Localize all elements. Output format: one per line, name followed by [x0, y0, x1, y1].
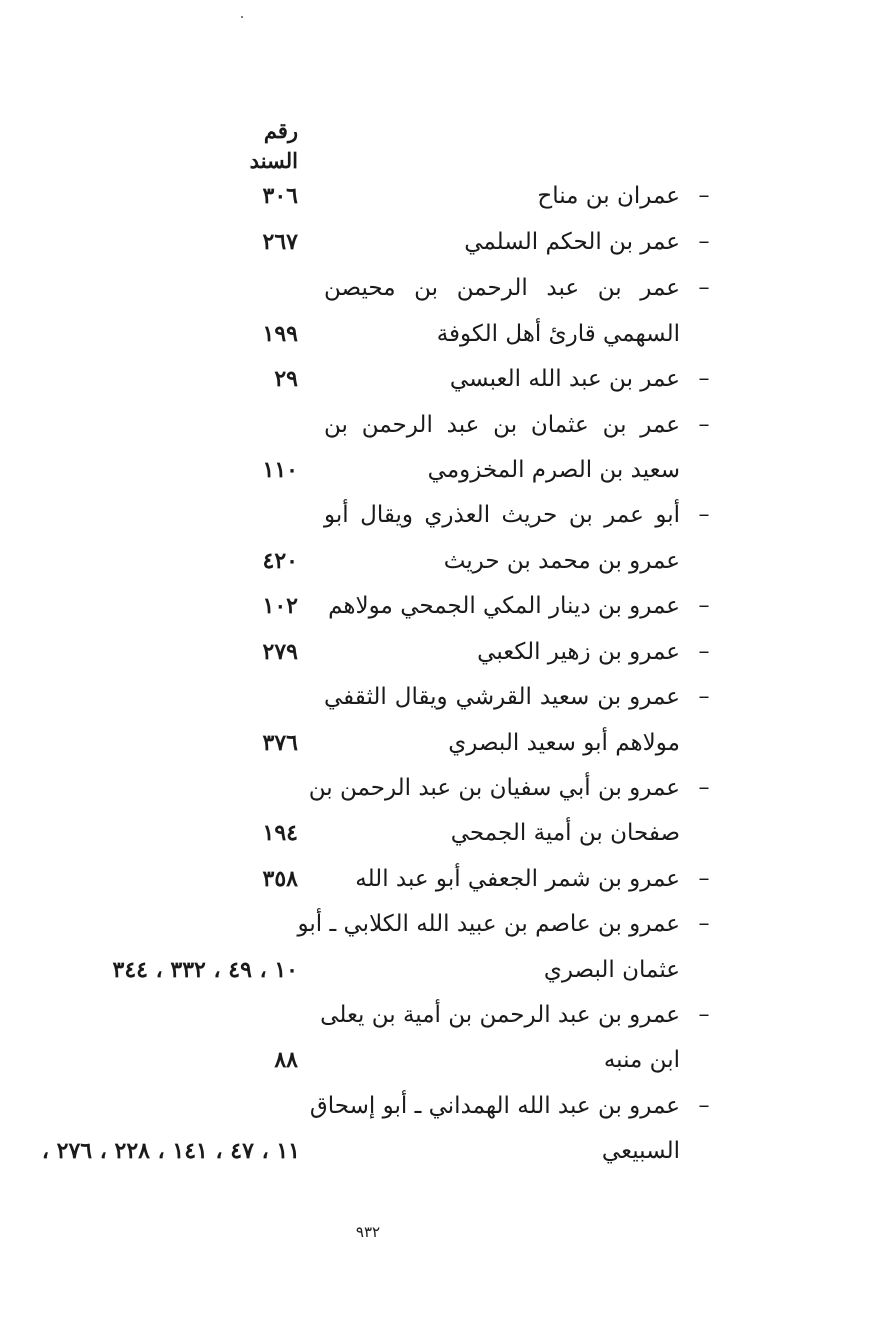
index-line	[0, 495, 876, 535]
narrator-name: عمرو بن زهير الكعبي	[477, 639, 680, 665]
entry-dash: –	[698, 275, 710, 300]
narrator-name: عمرو بن محمد بن حريث	[443, 548, 680, 574]
index-line	[0, 632, 876, 672]
narrator-name: عمر بن عبد الله العبسي	[449, 366, 680, 392]
reference-numbers: ١١٠	[262, 457, 298, 483]
index-line	[0, 950, 876, 990]
narrator-name: سعيد بن الصرم المخزومي	[427, 457, 680, 483]
index-line	[0, 314, 876, 354]
narrator-name: عمر بن الحكم السلمي	[464, 229, 680, 255]
entry-dash: –	[698, 412, 710, 437]
index-line	[0, 859, 876, 899]
entry-dash: –	[698, 366, 710, 391]
entry-dash: –	[698, 866, 710, 891]
index-line	[0, 995, 876, 1035]
entry-dash: –	[698, 684, 710, 709]
narrator-name: عمرو بن دينار المكي الجمحي مولاهم	[328, 593, 680, 619]
index-line	[0, 405, 876, 445]
index-line	[0, 176, 876, 216]
scan-speck	[241, 16, 243, 18]
reference-numbers: ١١ ، ٤٧ ، ١٤١ ، ٢٢٨ ، ٢٧٦ ،	[41, 1138, 300, 1164]
reference-numbers: ٣٥٨	[262, 866, 298, 892]
reference-numbers: ١٩٤	[262, 820, 298, 846]
reference-numbers: ١٩٩	[262, 321, 298, 347]
narrator-name: عمران بن مناح	[537, 183, 680, 209]
reference-numbers: ١٠ ، ٤٩ ، ٣٣٢ ، ٣٤٤	[112, 957, 298, 983]
entry-dash: –	[698, 639, 710, 664]
narrator-name: مولاهم أبو سعيد البصري	[448, 730, 680, 756]
index-line	[0, 586, 876, 626]
narrator-name: عمرو بن سعيد القرشي ويقال الثقفي	[324, 684, 680, 710]
narrator-name: عمرو بن أبي سفيان بن عبد الرحمن بن	[308, 775, 680, 801]
index-line	[0, 268, 876, 308]
narrator-name: عمر بن عثمان بن عبد الرحمن بن	[324, 412, 680, 438]
entry-dash: –	[698, 502, 710, 527]
index-line	[0, 450, 876, 490]
index-line	[0, 1040, 876, 1080]
narrator-name: عمرو بن عبد الرحمن بن أمية بن يعلى	[320, 1002, 680, 1028]
entry-dash: –	[698, 183, 710, 208]
index-line	[0, 723, 876, 763]
index-line	[0, 1131, 876, 1171]
reference-numbers: ٨٨	[274, 1047, 298, 1073]
narrator-name: عثمان البصري	[543, 957, 680, 983]
entry-dash: –	[698, 775, 710, 800]
narrator-name: السهمي قارئ أهل الكوفة	[436, 321, 680, 347]
index-line	[0, 813, 876, 853]
entry-dash: –	[698, 229, 710, 254]
narrator-name: صفحان بن أمية الجمحي	[450, 820, 680, 846]
reference-numbers: ٢٧٩	[262, 639, 298, 665]
entry-dash: –	[698, 1002, 710, 1027]
index-line	[0, 359, 876, 399]
index-line	[0, 541, 876, 581]
narrator-name: ابن منبه	[603, 1047, 680, 1073]
narrator-name: السبيعي	[601, 1138, 680, 1164]
entry-dash: –	[698, 911, 710, 936]
index-line	[0, 768, 876, 808]
index-line	[0, 222, 876, 262]
reference-numbers: ١٠٢	[262, 593, 298, 619]
page-number: ٩٣٢	[355, 1223, 381, 1241]
entry-dash: –	[698, 593, 710, 618]
index-line	[0, 677, 876, 717]
narrator-name: عمرو بن عبد الله الهمداني ـ أبو إسحاق	[309, 1093, 680, 1119]
narrator-name: عمرو بن شمر الجعفي أبو عبد الله	[355, 866, 680, 892]
narrator-name: أبو عمر بن حريث العذري ويقال أبو	[324, 502, 680, 528]
entry-dash: –	[698, 1093, 710, 1118]
reference-column-header: رقم السند	[249, 118, 298, 173]
index-line	[0, 1086, 876, 1126]
reference-numbers: ٣٠٦	[262, 183, 298, 209]
narrator-name: عمر بن عبد الرحمن بن محيصن	[324, 275, 680, 301]
reference-numbers: ٤٢٠	[262, 548, 298, 574]
narrator-name: عمرو بن عاصم بن عبيد الله الكلابي ـ أبو	[297, 911, 680, 937]
reference-numbers: ٣٧٦	[262, 730, 298, 756]
reference-numbers: ٢٦٧	[262, 229, 298, 255]
index-line	[0, 904, 876, 944]
reference-numbers: ٢٩	[274, 366, 298, 392]
